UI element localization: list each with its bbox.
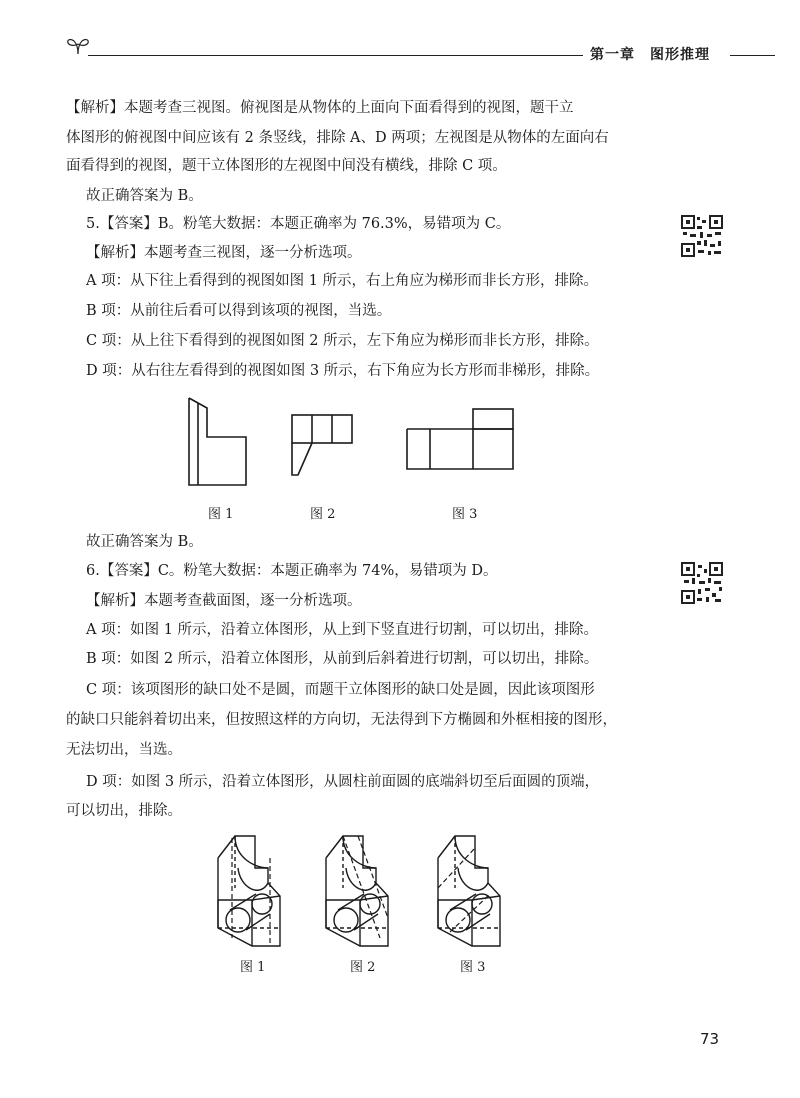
text-line: C 项：该项图形的缺口处不是圆，而题干立体图形的缺口处是圆，因此该项图形 bbox=[86, 682, 595, 698]
qr-code[interactable] bbox=[680, 214, 724, 258]
text-line: A 项：如图 1 所示，沿着立体图形，从上到下竖直进行切割，可以切出，排除。 bbox=[86, 622, 599, 638]
figure-caption: 图 2 bbox=[350, 960, 376, 975]
figure-3-view bbox=[407, 409, 513, 469]
text-line: D 项：如图 3 所示，沿着立体图形，从圆柱前面圆的底端斜切至后面圆的顶端， bbox=[86, 774, 600, 790]
header-rule-right bbox=[730, 55, 775, 56]
answer-line: 6.【答案】C。粉笔大数据：本题正确率为 74%，易错项为 D。 bbox=[86, 563, 498, 579]
figure-caption: 图 3 bbox=[460, 960, 486, 975]
text-line: 的缺口只能斜着切出来，但按照这样的方向切，无法得到下方椭圆和外框相接的图形， bbox=[66, 712, 617, 728]
figure-caption: 图 1 bbox=[240, 960, 266, 975]
text-line: B 项：如图 2 所示，沿着立体图形，从前到后斜着进行切割，可以切出，排除。 bbox=[86, 651, 599, 667]
solid-figure-2 bbox=[326, 836, 388, 946]
solid-figure-1 bbox=[218, 836, 280, 946]
text-line: 体图形的俯视图中间应该有 2 条竖线，排除 A、D 两项；左视图是从物体的左面向右 bbox=[66, 130, 609, 146]
page-number: 73 bbox=[700, 1030, 720, 1048]
chapter-title: 第一章 图形推理 bbox=[590, 47, 710, 63]
figure-2-view bbox=[292, 415, 352, 475]
text-line: D 项：从右往左看得到的视图如图 3 所示，右下角应为长方形而非梯形，排除。 bbox=[86, 363, 600, 379]
text-line: 故正确答案为 B。 bbox=[86, 188, 203, 204]
text-line: 面看得到的视图，题干立体图形的左视图中间没有横线，排除 C 项。 bbox=[66, 158, 507, 174]
figure-caption: 图 3 bbox=[452, 507, 478, 522]
text-line: C 项：从上往下看得到的视图如图 2 所示，左下角应为梯形而非长方形，排除。 bbox=[86, 333, 599, 349]
text-line: 故正确答案为 B。 bbox=[86, 534, 203, 550]
figure-caption: 图 1 bbox=[208, 507, 234, 522]
text-line: 【解析】本题考查截面图，逐一分析选项。 bbox=[86, 593, 362, 609]
text-line: 可以切出，排除。 bbox=[66, 803, 182, 819]
solid-figure-3 bbox=[438, 836, 500, 946]
qr-code[interactable] bbox=[680, 561, 724, 605]
answer-line: 5.【答案】B。粉笔大数据：本题正确率为 76.3%，易错项为 C。 bbox=[86, 216, 511, 232]
text-line: 【解析】本题考查三视图，逐一分析选项。 bbox=[86, 245, 362, 261]
text-line: 无法切出，当选。 bbox=[66, 742, 182, 758]
section-figures bbox=[210, 828, 540, 958]
figure-1-view bbox=[189, 398, 246, 485]
figure-caption: 图 2 bbox=[310, 507, 336, 522]
text-line: B 项：从前往后看可以得到该项的视图，当选。 bbox=[86, 303, 392, 319]
text-line: 【解析】本题考查三视图。俯视图是从物体的上面向下面看得到的视图，题干立 bbox=[66, 100, 574, 116]
text-line: A 项：从下往上看得到的视图如图 1 所示，右上角应为梯形而非长方形，排除。 bbox=[86, 273, 599, 289]
header-rule-left bbox=[88, 55, 583, 56]
